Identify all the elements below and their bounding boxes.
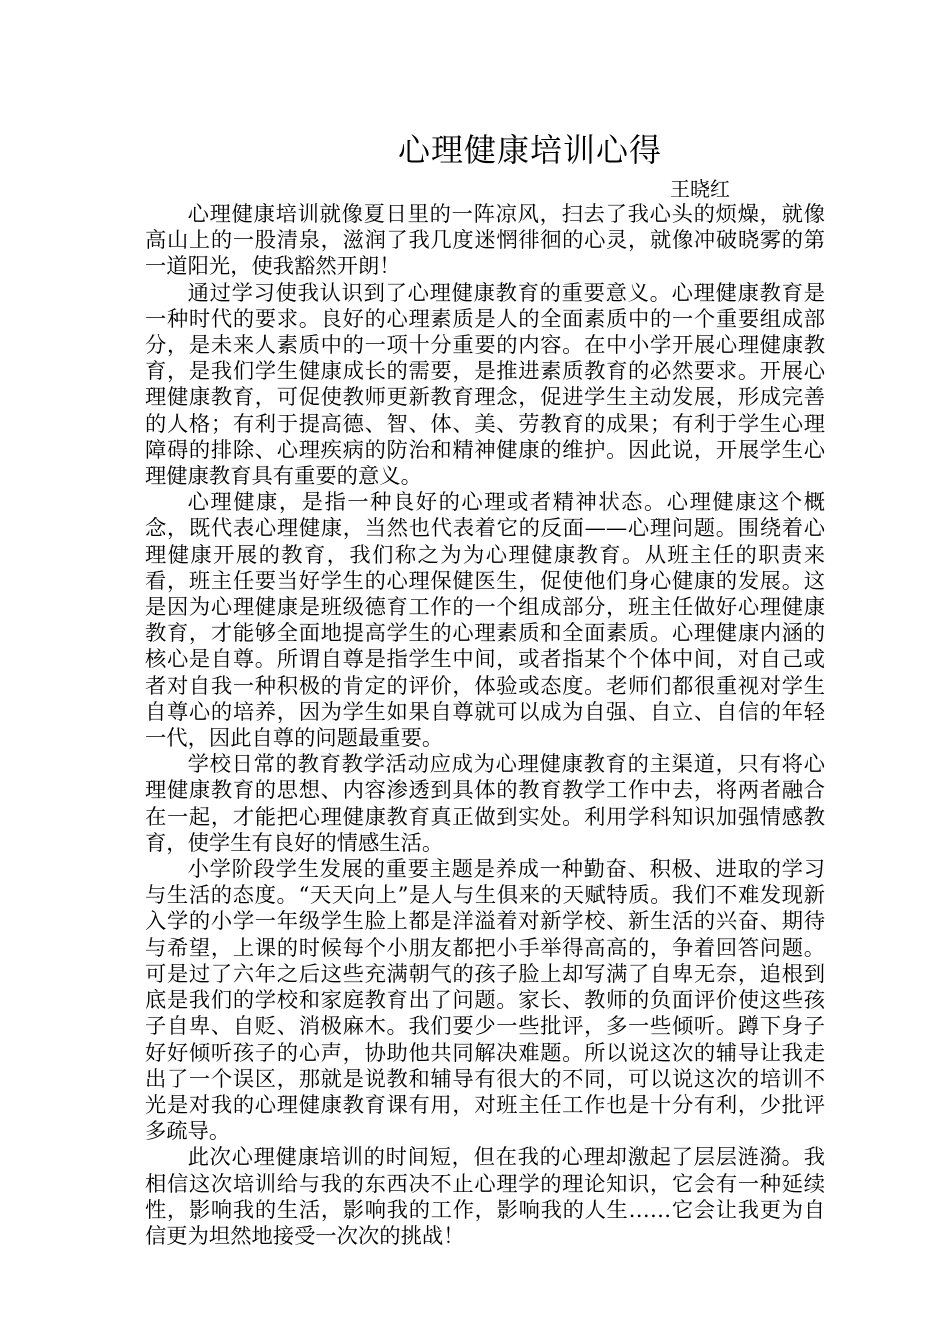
paragraph: 此次心理健康培训的时间短，但在我的心理却激起了层层涟漪。我相信这次培训给与我的东西决不止心理学的理论知识，它会有一种延续性，影响我的生活，影响我的工作，影响我的人生……它会让我更为自信更为坦然地接受一次次的挑战！ (145, 1145, 825, 1249)
paragraph: 心理健康，是指一种良好的心理或者精神状态。心理健康这个概念，既代表心理健康，当然也代表着它的反面——心理问题。围绕着心理健康开展的教育，我们称之为为心理健康教育。从班主任的职责来看，班主任要当好学生的心理保健医生，促使他们身心健康的发展。这是因为心理健康是班级德育工作的一个组成部分，班主任做好心理健康教育，才能够全面地提高学生的心理素质和全面素质。心理健康内涵的核心是自尊。所谓自尊是指学生中间，或者指某个个体中间，对自己或者对自我一种积极的肯定的评价，体验或态度。老师们都很重视对学生自尊心的培养，因为学生如果自尊就可以成为自强、自立、自信的年轻一代，因此自尊的问题最重要。 (145, 490, 825, 752)
document-title: 心理健康培训心得 (397, 131, 662, 169)
author-name: 王晓红 (670, 177, 730, 201)
document-body (145, 202, 825, 1250)
paragraph: 小学阶段学生发展的重要主题是养成一种勤奋、积极、进取的学习与生活的态度。“天天向上”是人与生俱来的天赋特质。我们不难发现新入学的小学一年级学生脸上都是洋溢着对新学校、新生活的兴奋、期待与希望，上课的时候每个小朋友都把小手举得高高的，争着回答问题。可是过了六年之后这些充满朝气的孩子脸上却写满了自卑无奈，追根到底是我们的学校和家庭教育出了问题。家长、教师的负面评价使这些孩子自卑、自贬、消极麻木。我们要少一些批评，多一些倾听。蹲下身子好好倾听孩子的心声，协助他共同解决难题。所以说这次的辅导让我走出了一个误区，那就是说教和辅导有很大的不同，可以说这次的培训不光是对我的心理健康教育课有用，对班主任工作也是十分有利，少批评多疏导。 (145, 857, 825, 1145)
paragraph: 心理健康培训就像夏日里的一阵凉风，扫去了我心头的烦燥，就像高山上的一股清泉，滋润了我几度迷惘徘徊的心灵，就像冲破晓雾的第一道阳光，使我豁然开朗！ (145, 202, 825, 280)
paragraph: 通过学习使我认识到了心理健康教育的重要意义。心理健康教育是一种时代的要求。良好的心理素质是人的全面素质中的一个重要组成部分，是未来人素质中的一项十分重要的内容。在中小学开展心理健康教育，是我们学生健康成长的需要，是推进素质教育的必然要求。开展心理健康教育，可促使教师更新教育理念，促进学生主动发展，形成完善的人格；有利于提高德、智、体、美、劳教育的成果；有利于学生心理障碍的排除、心理疾病的防治和精神健康的维护。因此说，开展学生心理健康教育具有重要的意义。 (145, 280, 825, 490)
paragraph: 学校日常的教育教学活动应成为心理健康教育的主渠道，只有将心理健康教育的思想、内容渗透到具体的教育教学工作中去，将两者融合在一起，才能把心理健康教育真正做到实处。利用学科知识加强情感教育，使学生有良好的情感生活。 (145, 752, 825, 856)
